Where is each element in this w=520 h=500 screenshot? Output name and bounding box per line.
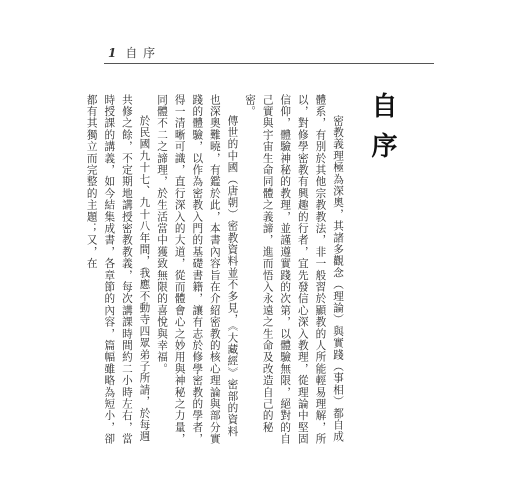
- chapter-title: 自序: [367, 92, 397, 172]
- page-number: 1: [108, 46, 118, 60]
- header-divider: [104, 63, 434, 64]
- paragraph-3: 於民國九十七、九十八年間，我應不動寺四眾弟子所請，於每週共修之餘，不定期地講授密教教義，每次講課時間約二小時左右，當時授課的講義，如今結集成書，各章節的內容，篇幅雖略為短小，卻都有其獨立而完整的主題；又，在: [85, 94, 151, 445]
- paragraph-2: 傳世的中國（唐朝）密教資料並不多見，《大藏經》密部的資料也深奧難曉，有鑑於此，本書內容旨在介紹密教的核心理論與部分實踐的體驗，以作為密教入門的基礎書籍，讓有志於修學密教的學者，得一清晰可識，直行深入的大道，從而體會心之妙用與神秘之力量，同體不二之諦理，於生活當中獲致無限的喜悅與幸福。: [156, 94, 239, 445]
- paragraph-1: 密教義理極為深奧，其諸多觀念（理論）與實踐（事相）都自成體系，有別於其他宗教教法，非一般習於顯教的人所能輕易理解，所以，對修學密教有興趣的行者，宜先發信心深入教理，從理論中堅固信仰，體驗神秘的教理，並謹遵實踐的次第，以體驗無限，絕對的自己實與宇宙生命同體之義諦，進而悟入永遠之生命及改造自己的秘密。: [244, 94, 344, 445]
- running-header: [108, 44, 156, 61]
- body-text: [85, 94, 346, 446]
- section-label: 自 序: [125, 46, 157, 60]
